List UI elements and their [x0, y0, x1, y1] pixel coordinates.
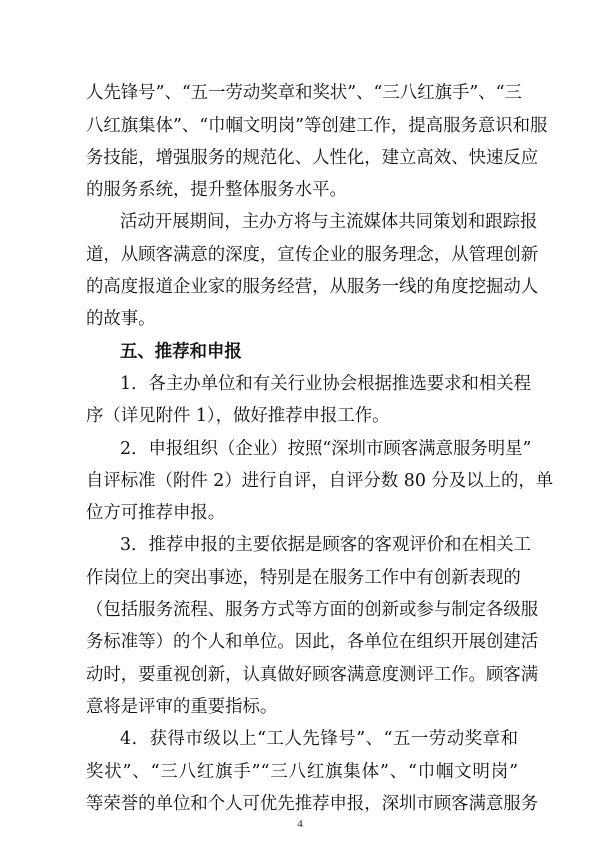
body-line: 道，从顾客满意的深度，宣传企业的服务理念，从管理创新	[86, 245, 539, 265]
section-heading: 五、推荐和申报	[120, 342, 242, 362]
body-line: 的高度报道企业家的服务经营，从服务一线的角度挖掘动人	[86, 277, 539, 297]
body-line: 作岗位上的突出事迹，特别是在服务工作中有创新表现的	[86, 568, 521, 588]
paragraph-first-line: 1．各主办单位和有关行业协会根据推选要求和相关程	[120, 374, 532, 394]
body-line: 意将是评审的重要指标。	[86, 697, 278, 717]
body-line: 人先锋号”、“五一劳动奖章和奖状”、“三八红旗手”、“三	[86, 83, 522, 103]
page-number: 4	[297, 818, 303, 830]
body-line: 等荣誉的单位和个人可优先推荐申报，深圳市顾客满意服务	[86, 794, 539, 814]
body-line: 自评标准（附件 2）进行自评，自评分数 80 分及以上的，单	[86, 471, 554, 491]
body-line: 奖状”、“三八红旗手”“三八红旗集体”、“巾帼文明岗”	[86, 762, 518, 782]
body-line: 的服务系统，提升整体服务水平。	[86, 180, 347, 200]
body-line: 位方可推荐申报。	[86, 503, 226, 523]
body-line: 动时，要重视创新，认真做好顾客满意度测评工作。顾客满	[86, 665, 539, 685]
paragraph-first-line: 活动开展期间，主办方将与主流媒体共同策划和跟踪报	[120, 212, 538, 232]
body-line: 序（详见附件 1），做好推荐申报工作。	[86, 406, 390, 426]
paragraph-first-line: 4．获得市级以上“工人先锋号”、“五一劳动奖章和	[120, 729, 518, 749]
paragraph-first-line: 2．申报组织（企业）按照“深圳市顾客满意服务明星”	[120, 439, 532, 459]
body-line: 的故事。	[86, 309, 156, 329]
body-line: 八红旗集体”、“巾帼文明岗”等创建工作，提高服务意识和服	[86, 116, 548, 136]
paragraph-first-line: 3．推荐申报的主要依据是顾客的客观评价和在相关工	[120, 535, 532, 555]
body-line: 务标准等）的个人和单位。因此，各单位在组织开展创建活	[86, 632, 539, 652]
body-line: （包括服务流程、服务方式等方面的创新或参与制定各级服	[86, 600, 539, 620]
body-line: 务技能，增强服务的规范化、人性化，建立高效、快速反应	[86, 148, 539, 168]
